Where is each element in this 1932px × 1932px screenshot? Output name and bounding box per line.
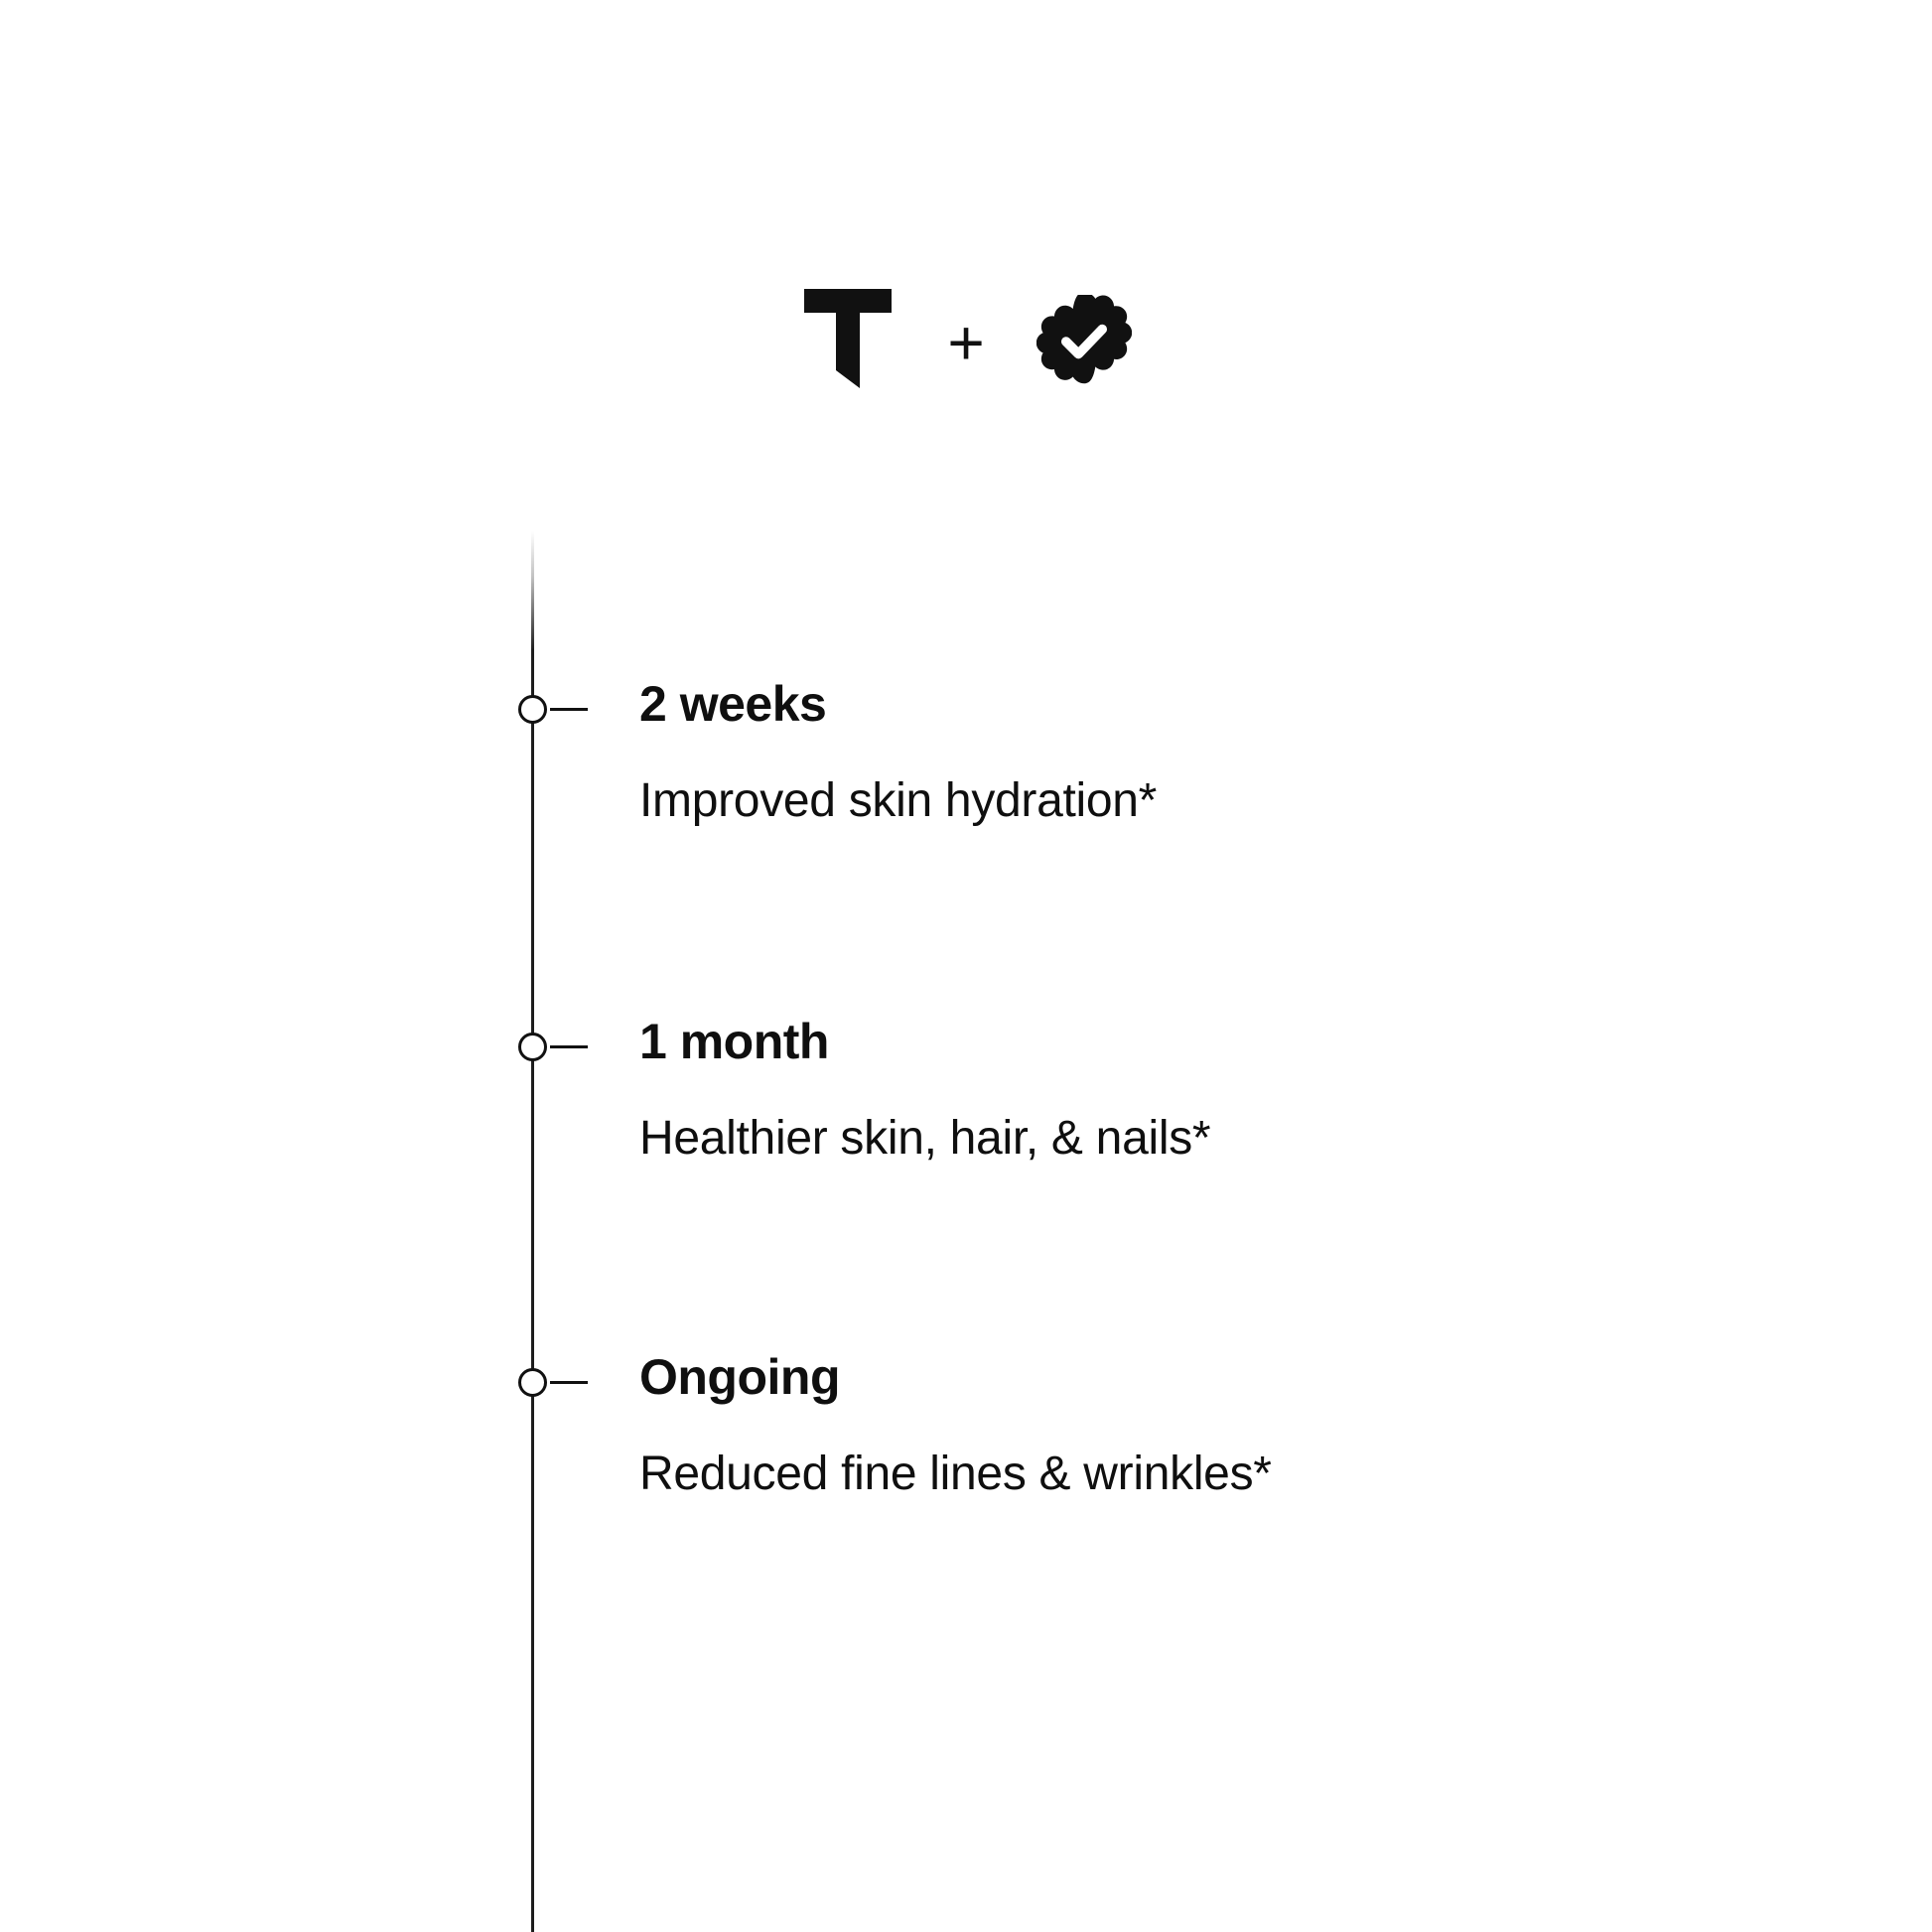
milestone-description: Reduced fine lines & wrinkles*: [639, 1448, 1272, 1500]
timeline-node-stem: [550, 708, 588, 711]
timeline-node-dot-icon: [518, 1033, 547, 1061]
milestone-title: 2 weeks: [639, 676, 827, 732]
timeline-node-dot-icon: [518, 1368, 547, 1397]
timeline-node-dot-icon: [518, 695, 547, 724]
plus-icon: +: [947, 307, 985, 378]
milestone-title: 1 month: [639, 1014, 829, 1069]
milestone-description: Improved skin hydration*: [639, 774, 1158, 827]
timeline-node-stem: [550, 1045, 588, 1048]
milestone-title: Ongoing: [639, 1349, 840, 1405]
milestone-description: Healthier skin, hair, & nails*: [639, 1112, 1211, 1165]
timeline-node-stem: [550, 1381, 588, 1384]
timeline-axis-line: [531, 531, 534, 1932]
